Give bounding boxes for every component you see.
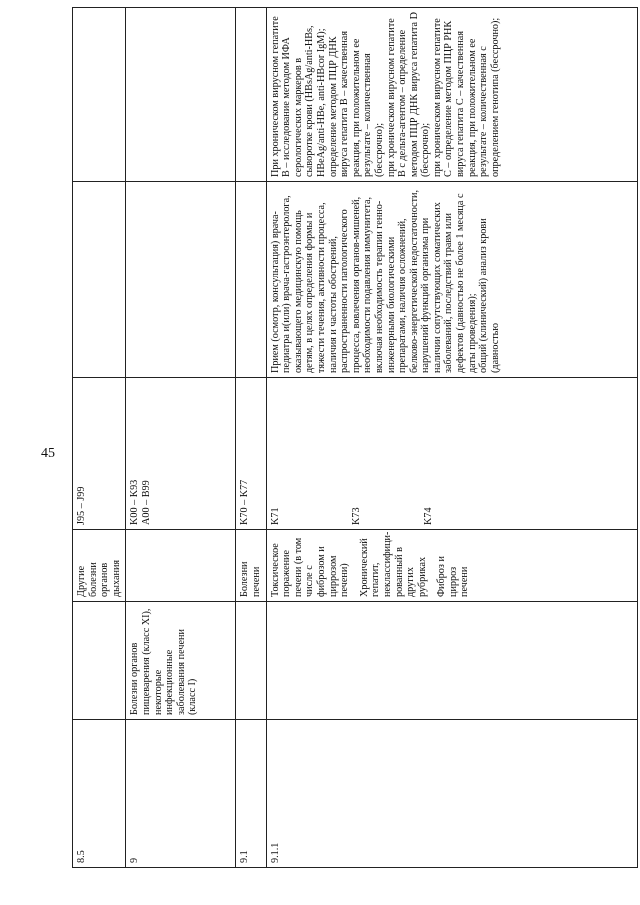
services-cell bbox=[73, 182, 126, 378]
group-cell bbox=[236, 602, 266, 720]
row-number: 9 bbox=[126, 720, 236, 868]
codes-cell: K00 – K93 A00 – B99 bbox=[126, 378, 236, 530]
diagnostics-cell: При хроническом вирусном гепатите B – исследование методом ИФА серологических маркеров в сыворотке крови (HBsAg/anti-HBs, HBeAg/anti-HBe, anti-HBcor IgM); определение методом ПЦР ДНК вируса гепатита B – качественная реакция, при положительном ее результате – количественная (бессрочно); при хроническом вирусном гепатите B с дельта-агентом – определение методом ПЦР ДНК вируса гепатита D (бессрочно); при хроническом вирусном гепатите C – определение методом ПЦР РНК вируса гепатита C – качественная реакция, при положительном ее результате – количественная с определением генотипа (бессрочно); bbox=[266, 8, 637, 182]
page-number: 45 bbox=[41, 446, 55, 461]
codes-cell bbox=[266, 378, 637, 530]
row-number: 9.1.1 bbox=[266, 720, 637, 868]
diagnostics-cell bbox=[236, 8, 266, 182]
row-number: 9.1 bbox=[236, 720, 266, 868]
name-cell bbox=[266, 530, 637, 602]
name-part: Фиброз и цирроз печени bbox=[436, 556, 471, 597]
table-row bbox=[236, 8, 266, 868]
diagnostics-cell bbox=[126, 8, 236, 182]
table-row bbox=[126, 8, 236, 868]
codes-cell: J95 – J99 bbox=[73, 378, 126, 530]
table-row bbox=[266, 8, 637, 868]
rotated-page bbox=[72, 8, 638, 868]
group-cell bbox=[73, 602, 126, 720]
row-number: 8.5 bbox=[73, 720, 126, 868]
diagnostics-cell bbox=[73, 8, 126, 182]
name-cell: Болезни печени bbox=[236, 530, 266, 602]
name-cell bbox=[126, 530, 236, 602]
services-cell: Прием (осмотр, консультация) врача-педиатра и(или) врача-гастроэнтеролога, оказывающего медицинскую помощь детям, в целях определения формы и тяжести течения, активности процесса, наличия и частоты обострений, распространенности патологического процесса, вовлечения органов-мишеней, необходимости подавления иммунитета, включая необходимость терапии генно-инженерными биологическими препаратами, наличия осложнений, белково-энергетической недостаточности, нарушений функций организма при наличии сопутствующих соматических заболеваний, последствий травм или дефектов (давностью не более 1 месяца с даты проведения); общий (клинический) анализ крови (давностью bbox=[266, 182, 637, 378]
codes-cell: K70 – K77 bbox=[236, 378, 266, 530]
services-cell bbox=[126, 182, 236, 378]
name-cell: Другие болезни органов дыхания bbox=[73, 530, 126, 602]
group-cell bbox=[266, 602, 637, 720]
code-part: K74 bbox=[422, 507, 434, 525]
name-part: Токсическое поражение печени (в том числе с фиброзом и циррозом печени) bbox=[269, 537, 351, 597]
code-part: K73 bbox=[351, 507, 363, 525]
name-part: Хронический гепатит, неклассифици-рованный в других рубриках bbox=[358, 531, 428, 597]
table-row bbox=[73, 8, 126, 868]
group-cell: Болезни органов пищеварения (класс XI), некоторые инфекционные заболевания печени (класс I) bbox=[126, 602, 236, 720]
services-cell bbox=[236, 182, 266, 378]
code-part: K71 bbox=[269, 507, 281, 525]
criteria-table bbox=[72, 7, 638, 868]
